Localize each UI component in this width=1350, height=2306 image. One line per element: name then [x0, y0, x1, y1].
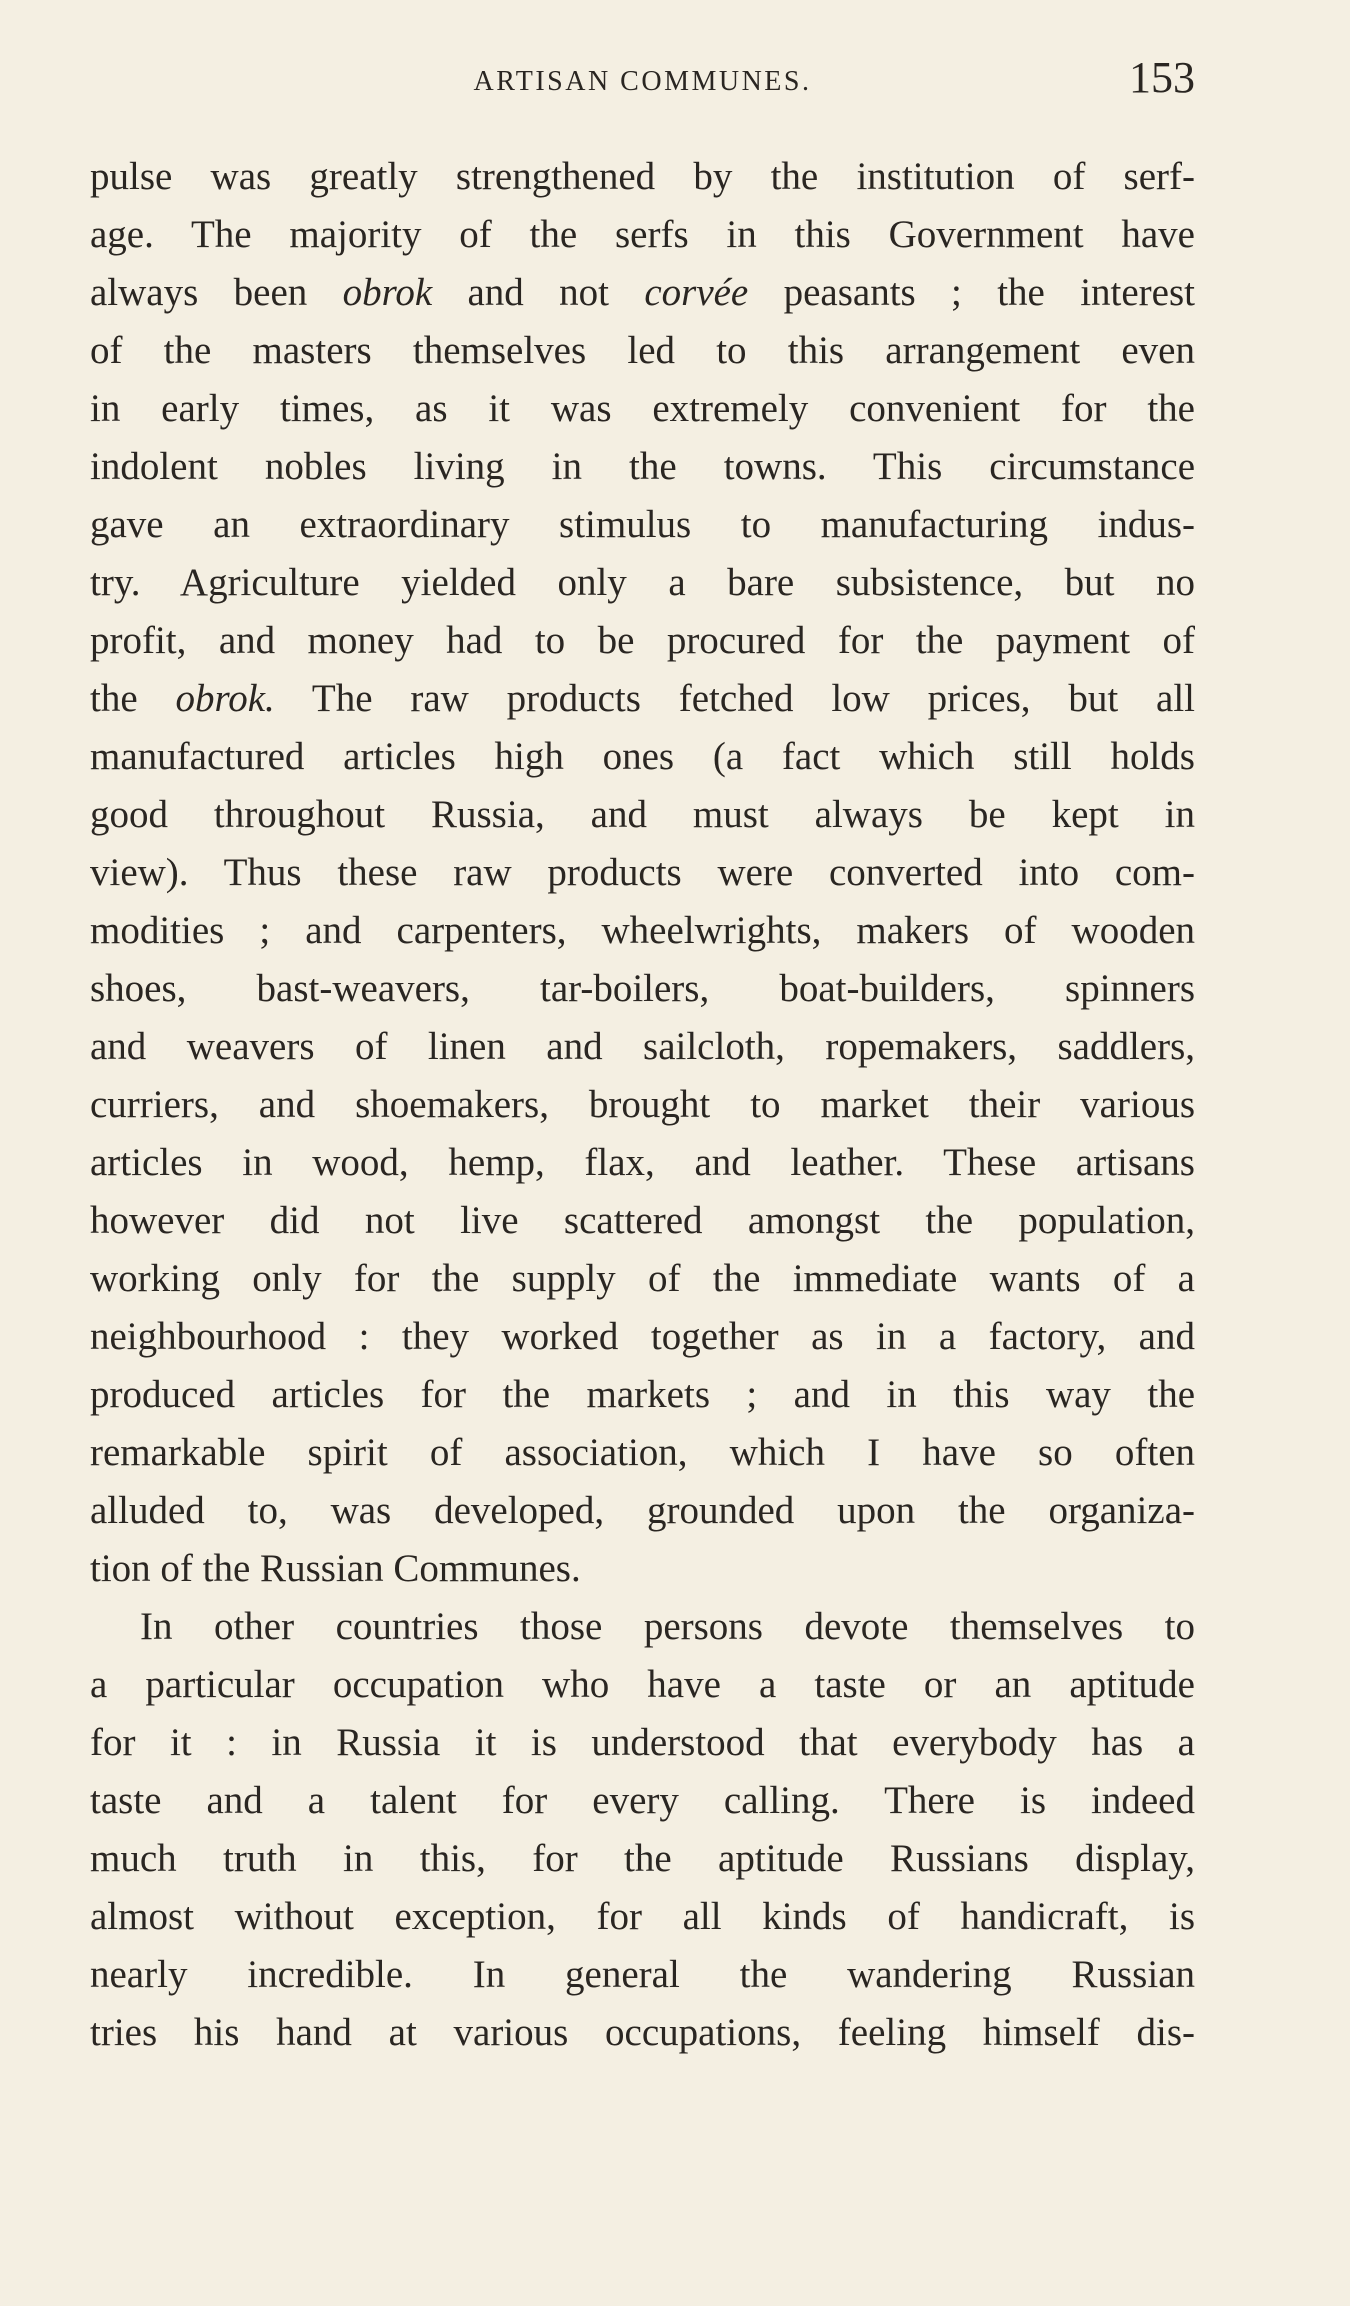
text-line: for it : in Russia it is understood that everybody has a — [90, 1721, 1195, 1764]
paragraph-end-line: tion of the Russian Communes. — [90, 1547, 581, 1590]
text-line: profit, and money had to be procured for the payment of — [90, 619, 1195, 662]
text-line: try. Agriculture yielded only a bare subsistence, but no — [90, 561, 1195, 604]
italic-term-obrok: obrok. — [175, 677, 275, 720]
running-head — [90, 52, 1195, 112]
text-line: in early times, as it was extremely convenient for the — [90, 387, 1195, 430]
text-line: articles in wood, hemp, flax, and leather. These artisans — [90, 1141, 1195, 1184]
text-line: taste and a talent for every calling. There is indeed — [90, 1779, 1195, 1822]
text-line: almost without exception, for all kinds of handicraft, is — [90, 1895, 1195, 1938]
italic-term-corvee: corvée — [644, 271, 749, 314]
text-line: a particular occupation who have a taste or an aptitude — [90, 1663, 1195, 1706]
text-line: of the masters themselves led to this arrangement even — [90, 329, 1195, 372]
text-line: manufactured articles high ones (a fact which still holds — [90, 735, 1195, 778]
text-line: indolent nobles living in the towns. This circumstance — [90, 445, 1195, 488]
text-line: the obrok. The raw products fetched low prices, but all — [90, 677, 1195, 720]
text-line: pulse was greatly strengthened by the institution of serf- — [90, 155, 1195, 198]
text-line: nearly incredible. In general the wandering Russian — [90, 1953, 1195, 1996]
running-title: ARTISAN COMMUNES. — [473, 66, 812, 97]
text-line: modities ; and carpenters, wheelwrights, makers of wooden — [90, 909, 1195, 952]
text-line: much truth in this, for the aptitude Russians display, — [90, 1837, 1195, 1880]
text-line: age. The majority of the serfs in this Government have — [90, 213, 1195, 256]
page-number: 153 — [1129, 53, 1195, 102]
text-line: neighbourhood : they worked together as in a factory, and — [90, 1315, 1195, 1358]
text-line: remarkable spirit of association, which I have so often — [90, 1431, 1195, 1474]
paragraph-start-line: In other countries those persons devote themselves to — [140, 1605, 1195, 1648]
body-text — [90, 148, 1195, 2062]
text-line: tries his hand at various occupations, feeling himself dis- — [90, 2011, 1195, 2054]
text-line: always been obrok and not corvée peasants ; the interest — [90, 271, 1195, 314]
text-line: working only for the supply of the immediate wants of a — [90, 1257, 1195, 1300]
text-line: shoes, bast-weavers, tar-boilers, boat-builders, spinners — [90, 967, 1195, 1010]
text-line: however did not live scattered amongst the population, — [90, 1199, 1195, 1242]
text-line: alluded to, was developed, grounded upon the organiza- — [90, 1489, 1195, 1532]
text-line: view). Thus these raw products were converted into com- — [90, 851, 1195, 894]
text-line: and weavers of linen and sailcloth, ropemakers, saddlers, — [90, 1025, 1195, 1068]
italic-term-obrok: obrok — [342, 271, 433, 314]
text-line: produced articles for the markets ; and in this way the — [90, 1373, 1195, 1416]
text-line: gave an extraordinary stimulus to manufacturing indus- — [90, 503, 1195, 546]
text-line: good throughout Russia, and must always be kept in — [90, 793, 1195, 836]
text-line: curriers, and shoemakers, brought to market their various — [90, 1083, 1195, 1126]
